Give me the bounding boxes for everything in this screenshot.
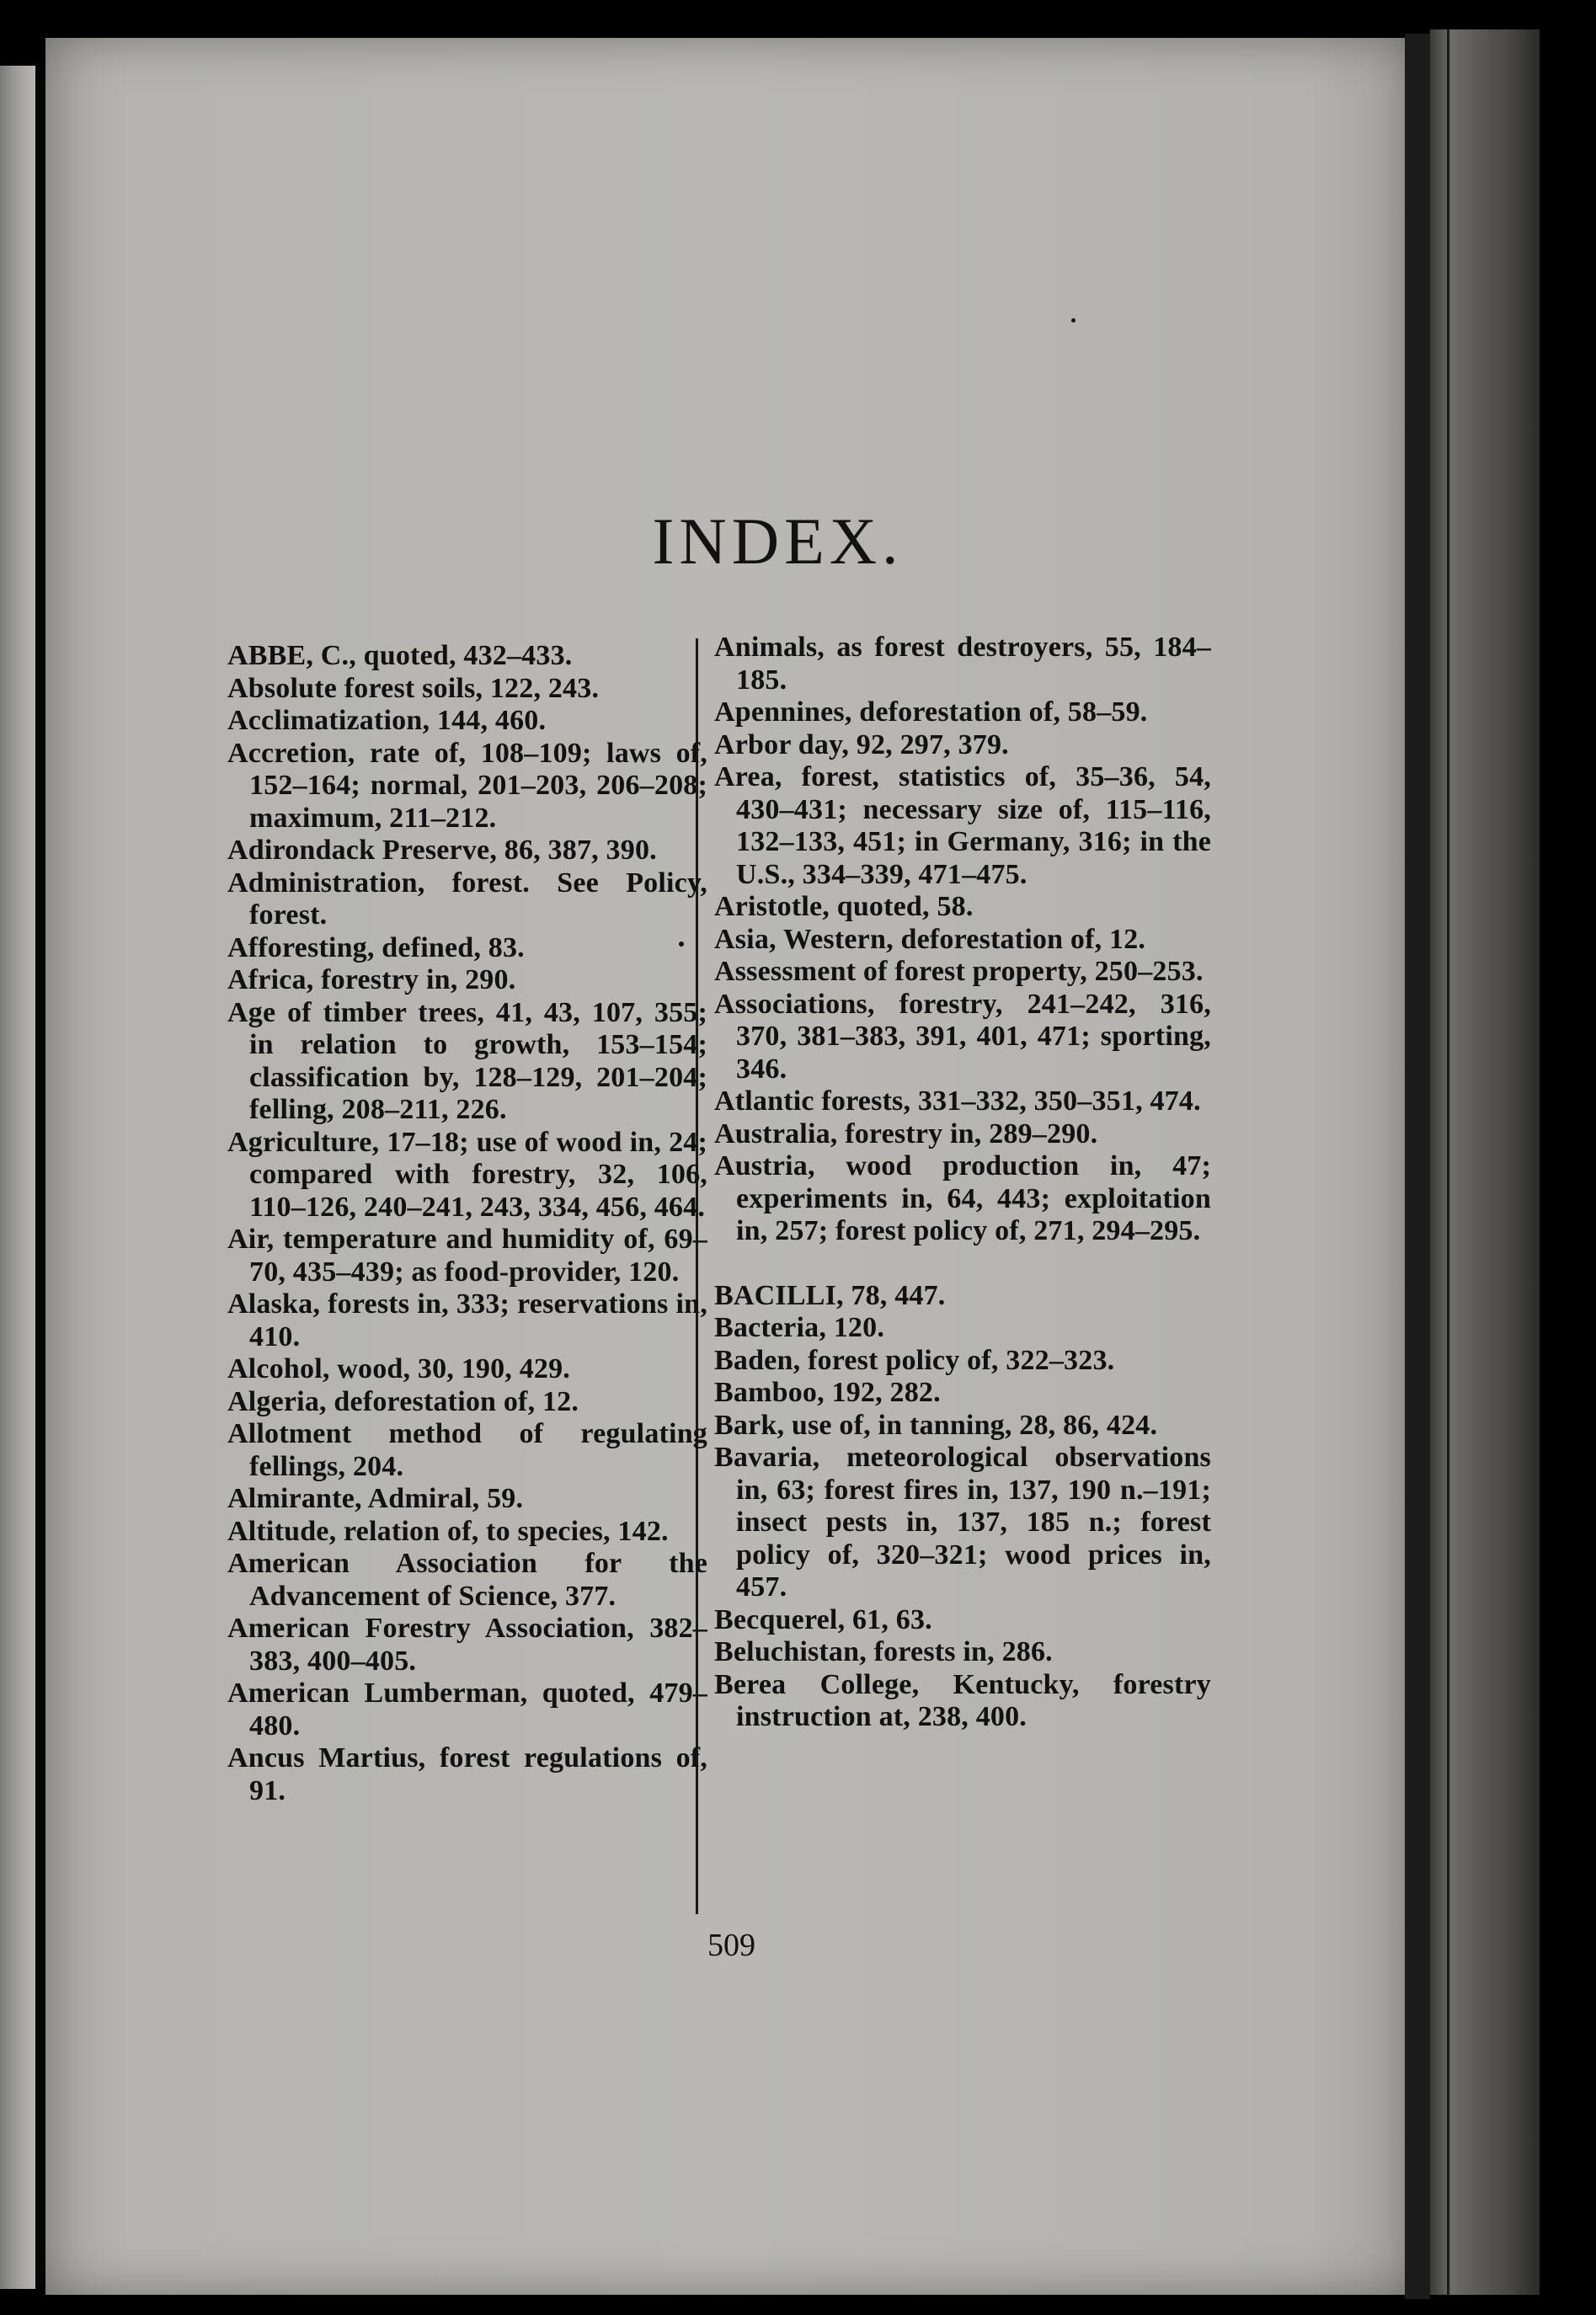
index-entry: Administration, forest. See Policy, forest. (227, 867, 707, 931)
index-entry: Becquerel, 61, 63. (714, 1603, 932, 1635)
page-number: 509 (707, 1928, 755, 1963)
index-entry: Aristotle, quoted, 58. (714, 891, 974, 922)
index-entry: Austria, wood production in, 47; experiments in, 64, 443; exploitation in, 257; forest policy of, 271, 294–295. (714, 1150, 1211, 1246)
binding-shadow (1405, 34, 1430, 2299)
index-column-right (714, 632, 1211, 1734)
index-entry: Bacteria, 120. (714, 1312, 885, 1343)
index-entry: American Lumberman, quoted, 479–480. (227, 1678, 707, 1742)
index-entry: Bavaria, meteorological observations in, 63; forest fires in, 137, 190 n.–191; insect pests in, 137, 185 n.; forest policy of, 320–321; wood prices in, 457. (714, 1442, 1211, 1603)
index-entry: Acclimatization, 144, 460. (227, 705, 547, 736)
page-title: INDEX. (652, 504, 904, 578)
index-entry: Age of timber trees, 41, 43, 107, 355; in relation to growth, 153–154; classification by, 128–129, 201–204; felling, 208–211, 226. (227, 996, 707, 1125)
index-entry: Africa, forestry in, 290. (227, 964, 516, 995)
index-entry: ABBE, C., quoted, 432–433. (227, 640, 573, 671)
index-entry: American Association for the Advancement of Science, 377. (227, 1548, 707, 1612)
index-entry: Algeria, deforestation of, 12. (227, 1385, 579, 1417)
index-entry: Associations, forestry, 241–242, 316, 370, 381–383, 391, 401, 471; sporting, 346. (714, 988, 1211, 1085)
page-edges (1430, 29, 1540, 2295)
left-page-edge (0, 66, 44, 2289)
index-entry: American Forestry Association, 382–383, 400–405. (227, 1613, 707, 1677)
index-entry: Almirante, Admiral, 59. (227, 1483, 524, 1514)
index-entry: Accretion, rate of, 108–109; laws of, 152–164; normal, 201–203, 206–208; maximum, 211–212. (227, 737, 707, 834)
index-entry: Baden, forest policy of, 322–323. (714, 1344, 1115, 1376)
index-entry: Alcohol, wood, 30, 190, 429. (227, 1353, 571, 1384)
index-column-left (227, 640, 707, 1807)
index-entry: Beluchistan, forests in, 286. (714, 1636, 1053, 1667)
index-entry: Assessment of forest property, 250–253. (714, 956, 1204, 987)
section-gap (714, 1248, 1211, 1280)
index-entry: Ancus Martius, forest regulations of, 91. (227, 1742, 707, 1806)
index-entry: Bark, use of, in tanning, 28, 86, 424. (714, 1409, 1158, 1441)
index-entry: Afforesting, defined, 83. (227, 931, 525, 963)
index-entry: Apennines, deforestation of, 58–59. (714, 696, 1148, 728)
index-entry: Area, forest, statistics of, 35–36, 54, 430–431; necessary size of, 115–116, 132–133, 451; in Germany, 316; in the U.S., 334–339, 471–475. (714, 761, 1211, 890)
index-entry: Berea College, Kentucky, forestry instruction at, 238, 400. (714, 1668, 1211, 1732)
index-entry: Alaska, forests in, 333; reservations in, 410. (227, 1288, 707, 1352)
index-entry: BACILLI, 78, 447. (714, 1279, 946, 1311)
index-entry: Animals, as forest destroyers, 55, 184–185. (714, 632, 1211, 696)
index-entry: Atlantic forests, 331–332, 350–351, 474. (714, 1085, 1201, 1117)
index-entry: Absolute forest soils, 122, 243. (227, 672, 600, 704)
index-entry: Arbor day, 92, 297, 379. (714, 728, 1009, 760)
dust-speck (1071, 318, 1076, 323)
index-entry: Australia, forestry in, 289–290. (714, 1117, 1098, 1149)
index-entry: Air, temperature and humidity of, 69–70, 435–439; as food-provider, 120. (227, 1224, 707, 1288)
index-entry: Bamboo, 192, 282. (714, 1377, 941, 1408)
index-entry: Adirondack Preserve, 86, 387, 390. (227, 835, 657, 866)
index-entry: Agriculture, 17–18; use of wood in, 24; compared with forestry, 32, 106, 110–126, 240–241, 243, 334, 456, 464. (227, 1126, 707, 1223)
index-entry: Allotment method of regulating fellings, 204. (227, 1418, 707, 1482)
index-entry: Asia, Western, deforestation of, 12. (714, 923, 1146, 955)
index-entry: Altitude, relation of, to species, 142. (227, 1515, 669, 1547)
